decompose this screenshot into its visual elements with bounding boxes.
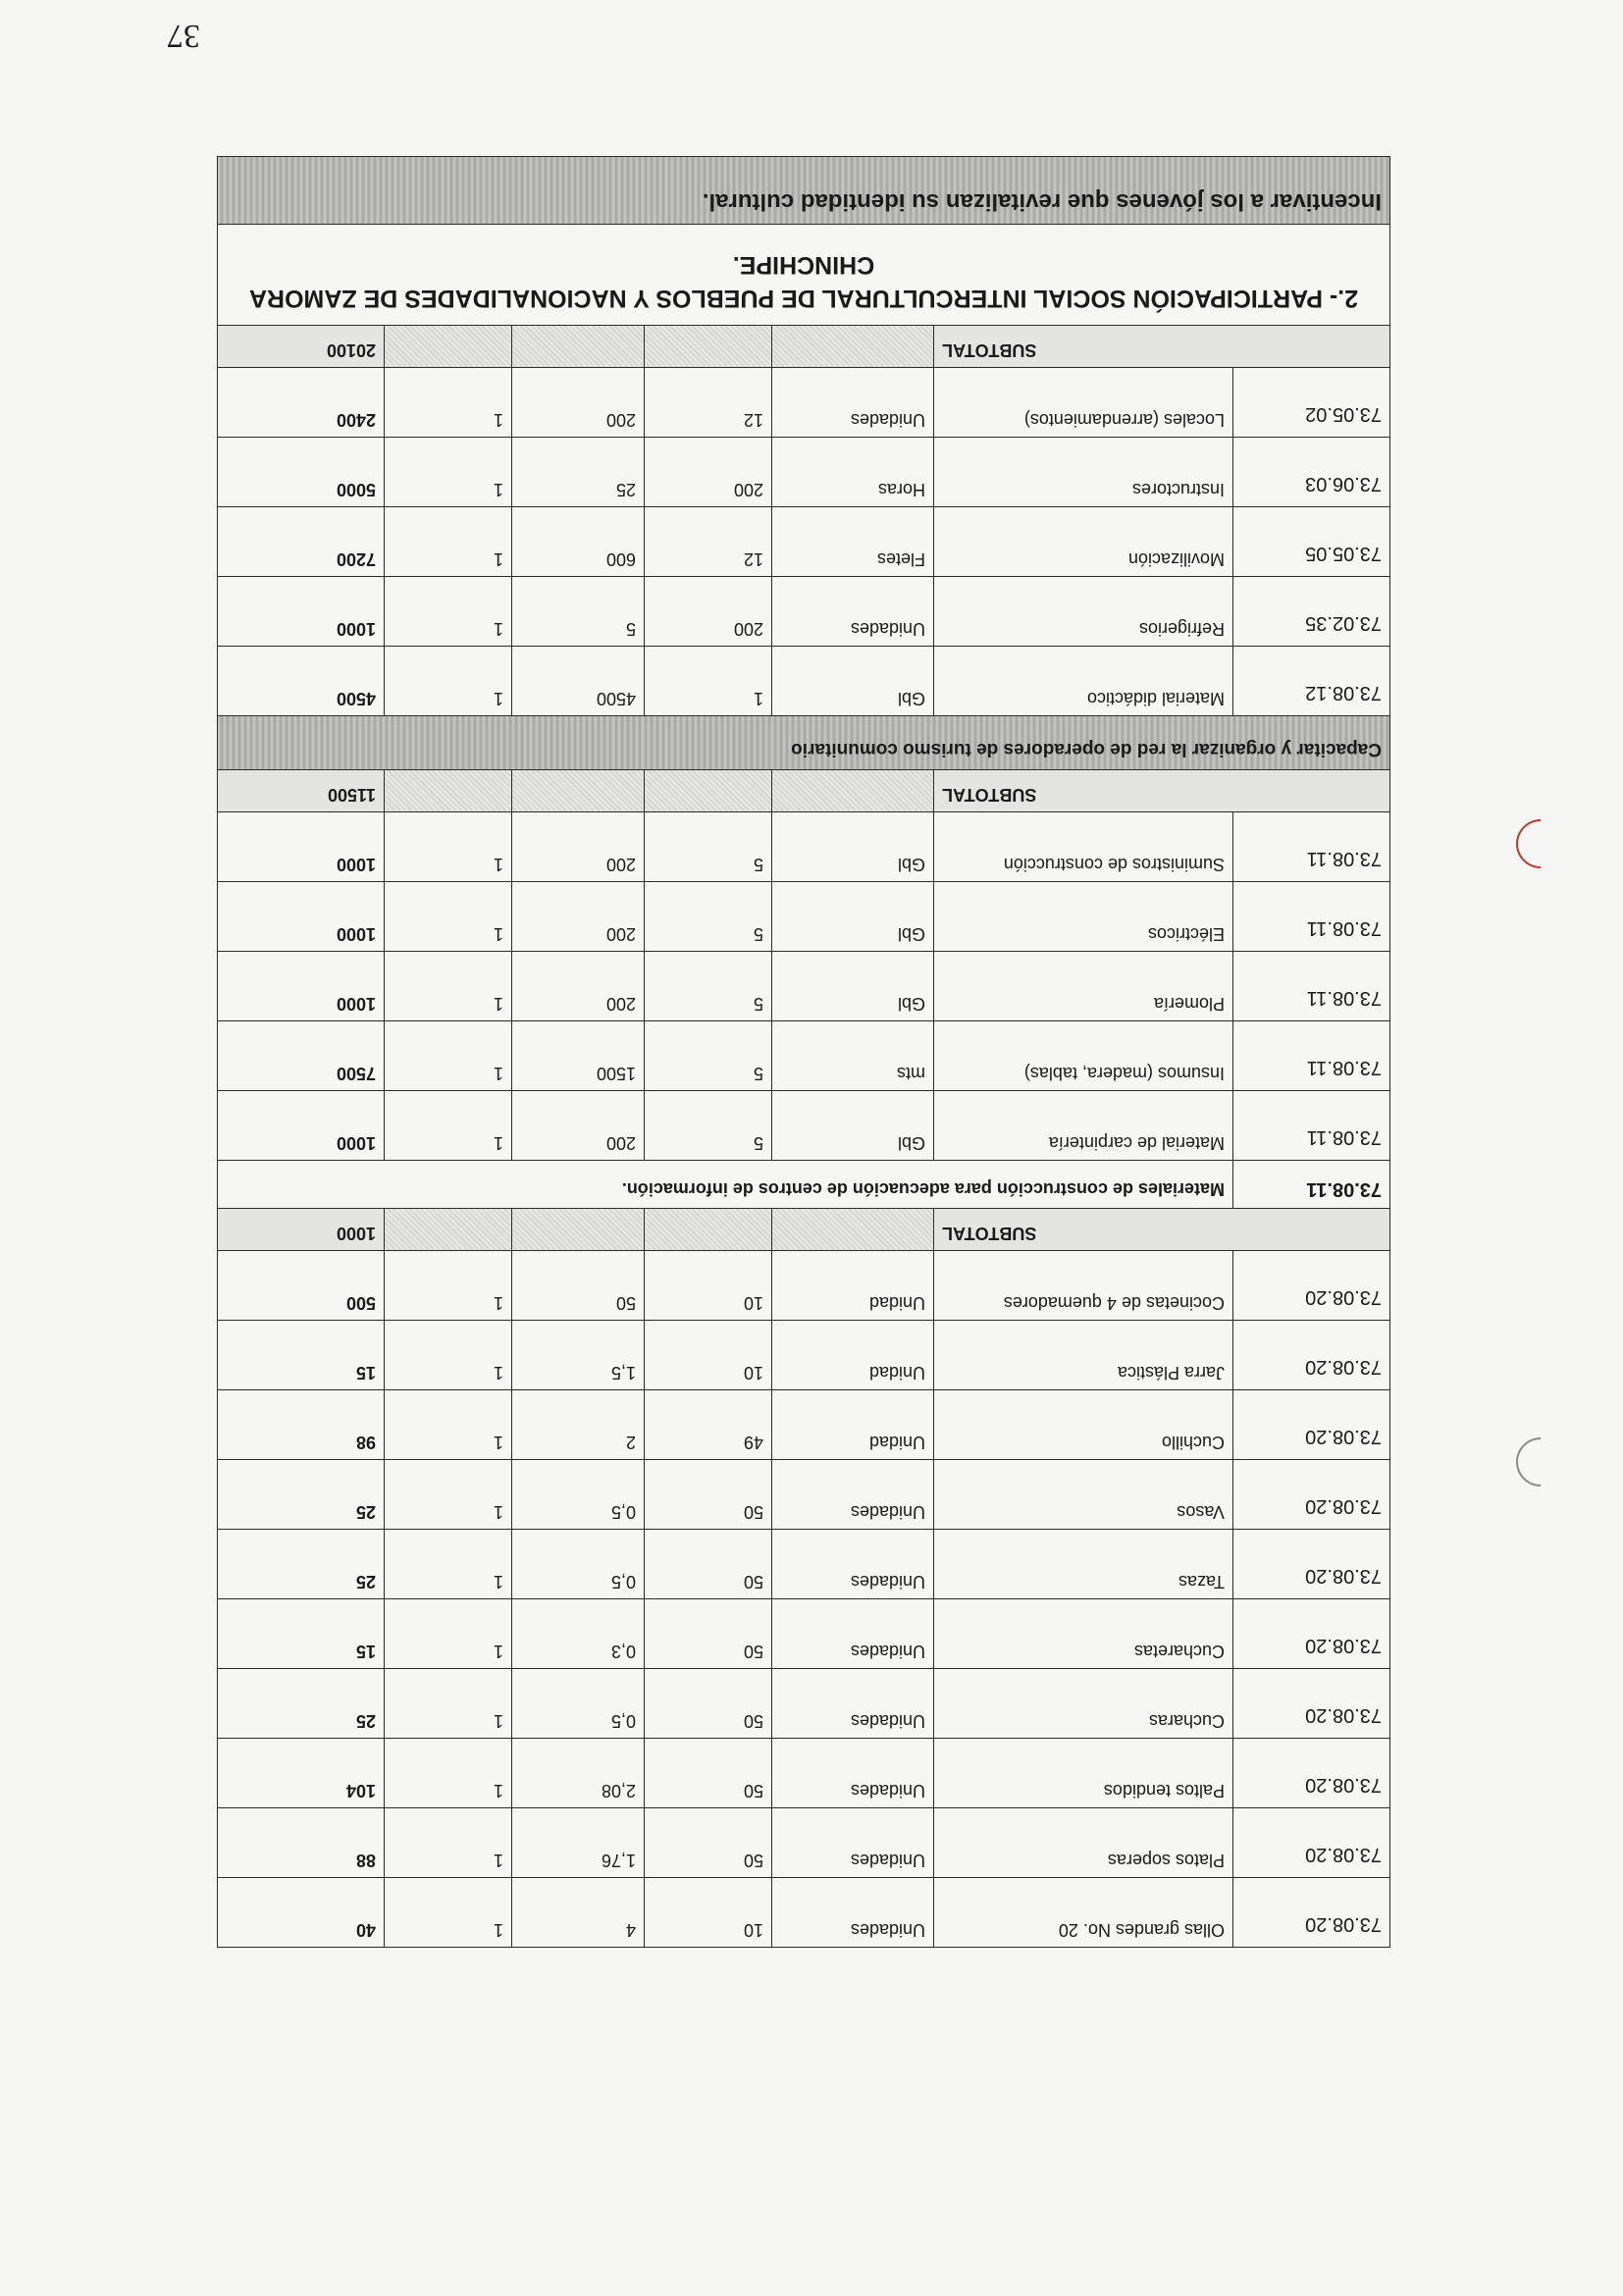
item-code: 73.08.20	[1233, 1808, 1390, 1878]
item-unit: Unidades	[772, 1808, 934, 1878]
item-description: Plomería	[934, 952, 1233, 1021]
budget-table-wrapper	[218, 156, 1390, 1948]
item-description: Eléctricos	[934, 882, 1233, 952]
item-code: 73.06.03	[1233, 438, 1390, 507]
item-quantity: 12	[645, 507, 772, 577]
item-quantity: 5	[645, 1021, 772, 1091]
subtotal-row	[218, 770, 1390, 812]
item-code: 73.08.11	[1233, 1091, 1390, 1161]
subtotal-blank-cell	[512, 326, 645, 368]
item-quantity: 50	[645, 1739, 772, 1808]
item-months: 1	[385, 1390, 512, 1460]
item-unit-price: 600	[512, 507, 645, 577]
item-unit: Unidades	[772, 1599, 934, 1669]
table-row	[218, 438, 1390, 507]
subtotal-row	[218, 326, 1390, 368]
item-description: Material de carpintería	[934, 1091, 1233, 1161]
item-unit: Fletes	[772, 507, 934, 577]
item-description: Vasos	[934, 1460, 1233, 1530]
subtotal-blank-cell	[645, 770, 772, 812]
table-row	[218, 1669, 1390, 1739]
subtotal-label: SUBTOTAL	[934, 1209, 1390, 1251]
item-description: Tazas	[934, 1530, 1233, 1599]
item-unit: Gbl	[772, 882, 934, 952]
item-months: 1	[385, 882, 512, 952]
item-total: 40	[218, 1878, 385, 1948]
item-unit-price: 25	[512, 438, 645, 507]
item-total: 500	[218, 1251, 385, 1321]
item-months: 1	[385, 952, 512, 1021]
table-row	[218, 882, 1390, 952]
item-quantity: 10	[645, 1321, 772, 1390]
item-quantity: 5	[645, 812, 772, 882]
subtotal-value: 20100	[218, 326, 385, 368]
item-unit-price: 50	[512, 1251, 645, 1321]
item-months: 1	[385, 1460, 512, 1530]
activity-band-row	[218, 716, 1390, 770]
item-months: 1	[385, 1251, 512, 1321]
program-title: 2.- PARTICIPACIÓN SOCIAL INTERCULTURAL DE PUEBLOS Y NACIONALIDADES DE ZAMORA CHINCHIPE.	[218, 225, 1390, 326]
item-total: 25	[218, 1460, 385, 1530]
item-quantity: 50	[645, 1599, 772, 1669]
item-code: 73.08.20	[1233, 1599, 1390, 1669]
item-quantity: 5	[645, 882, 772, 952]
item-total: 88	[218, 1808, 385, 1878]
item-description: Ollas grandes No. 20	[934, 1878, 1233, 1948]
item-quantity: 10	[645, 1251, 772, 1321]
item-unit: Unidad	[772, 1251, 934, 1321]
item-code: 73.02.35	[1233, 577, 1390, 647]
item-quantity: 5	[645, 1091, 772, 1161]
item-quantity: 200	[645, 438, 772, 507]
item-total: 1000	[218, 952, 385, 1021]
item-code: 73.08.20	[1233, 1878, 1390, 1948]
item-unit-price: 4	[512, 1878, 645, 1948]
item-description: Suministros de construcción	[934, 812, 1233, 882]
item-unit-price: 0,5	[512, 1669, 645, 1739]
item-description: Locales (arrendamientos)	[934, 368, 1233, 438]
item-code: 73.05.02	[1233, 368, 1390, 438]
subtotal-blank-cell	[772, 326, 934, 368]
item-total: 15	[218, 1321, 385, 1390]
item-description: Refrigerios	[934, 577, 1233, 647]
table-row	[218, 1321, 1390, 1390]
subtotal-blank-cell	[645, 326, 772, 368]
item-months: 1	[385, 1091, 512, 1161]
item-months: 1	[385, 507, 512, 577]
item-unit-price: 1,5	[512, 1321, 645, 1390]
item-description: Platos soperas	[934, 1808, 1233, 1878]
subtotal-row	[218, 1209, 1390, 1251]
item-unit-price: 0,5	[512, 1460, 645, 1530]
table-row	[218, 1460, 1390, 1530]
item-code: 73.08.20	[1233, 1460, 1390, 1530]
item-total: 5000	[218, 438, 385, 507]
section-title-row	[218, 225, 1390, 326]
item-code: 73.08.20	[1233, 1390, 1390, 1460]
table-row	[218, 952, 1390, 1021]
item-quantity: 5	[645, 952, 772, 1021]
subtotal-label: SUBTOTAL	[934, 770, 1390, 812]
item-months: 1	[385, 1878, 512, 1948]
item-unit-price: 200	[512, 368, 645, 438]
item-total: 25	[218, 1669, 385, 1739]
item-total: 98	[218, 1390, 385, 1460]
item-unit: Unidades	[772, 1530, 934, 1599]
item-description: Material didáctico	[934, 647, 1233, 716]
subtotal-value: 1000	[218, 1209, 385, 1251]
item-description: Paltos tendidos	[934, 1739, 1233, 1808]
item-months: 1	[385, 1808, 512, 1878]
item-quantity: 50	[645, 1530, 772, 1599]
item-unit-price: 0,3	[512, 1599, 645, 1669]
item-months: 1	[385, 812, 512, 882]
item-description: Movilización	[934, 507, 1233, 577]
item-total: 1000	[218, 882, 385, 952]
item-unit: Gbl	[772, 812, 934, 882]
page-number: 37	[167, 18, 200, 54]
subtotal-label: SUBTOTAL	[934, 326, 1390, 368]
item-unit-price: 4500	[512, 647, 645, 716]
activity-band-text: Incentivar a los jóvenes que revitalizan su identidad cultural.	[218, 157, 1390, 225]
item-unit: Gbl	[772, 952, 934, 1021]
section-code: 73.08.11	[1233, 1161, 1390, 1209]
subtotal-blank-cell	[772, 770, 934, 812]
item-months: 1	[385, 1321, 512, 1390]
item-quantity: 12	[645, 368, 772, 438]
item-quantity: 200	[645, 577, 772, 647]
item-code: 73.08.12	[1233, 647, 1390, 716]
item-unit: mts	[772, 1021, 934, 1091]
item-unit: Unidades	[772, 1460, 934, 1530]
item-description: Jarra Plástica	[934, 1321, 1233, 1390]
item-unit: Horas	[772, 438, 934, 507]
item-total: 1000	[218, 577, 385, 647]
table-row	[218, 1091, 1390, 1161]
item-quantity: 50	[645, 1460, 772, 1530]
item-unit: Unidades	[772, 1878, 934, 1948]
item-quantity: 49	[645, 1390, 772, 1460]
table-row	[218, 1739, 1390, 1808]
item-code: 73.08.20	[1233, 1669, 1390, 1739]
table-row	[218, 1808, 1390, 1878]
item-total: 2400	[218, 368, 385, 438]
item-unit: Unidad	[772, 1390, 934, 1460]
table-row	[218, 812, 1390, 882]
item-unit: Unidades	[772, 368, 934, 438]
item-unit-price: 1,76	[512, 1808, 645, 1878]
item-unit: Gbl	[772, 647, 934, 716]
subtotal-blank-cell	[385, 770, 512, 812]
activity-band-row	[218, 157, 1390, 225]
item-quantity: 50	[645, 1808, 772, 1878]
item-months: 1	[385, 438, 512, 507]
table-row	[218, 1390, 1390, 1460]
table-row	[218, 1599, 1390, 1669]
subtotal-blank-cell	[385, 326, 512, 368]
item-months: 1	[385, 1530, 512, 1599]
item-unit-price: 200	[512, 812, 645, 882]
item-code: 73.08.20	[1233, 1739, 1390, 1808]
item-total: 1000	[218, 1091, 385, 1161]
item-description: Cucharas	[934, 1669, 1233, 1739]
item-unit-price: 1500	[512, 1021, 645, 1091]
item-unit: Gbl	[772, 1091, 934, 1161]
item-unit-price: 200	[512, 882, 645, 952]
item-total: 7500	[218, 1021, 385, 1091]
item-months: 1	[385, 1669, 512, 1739]
table-row	[218, 1251, 1390, 1321]
item-months: 1	[385, 647, 512, 716]
item-total: 1000	[218, 812, 385, 882]
item-code: 73.08.20	[1233, 1251, 1390, 1321]
subtotal-value: 11500	[218, 770, 385, 812]
table-row	[218, 577, 1390, 647]
item-unit-price: 0,5	[512, 1530, 645, 1599]
subtotal-blank-cell	[512, 770, 645, 812]
item-total: 4500	[218, 647, 385, 716]
item-unit-price: 200	[512, 952, 645, 1021]
item-total: 7200	[218, 507, 385, 577]
item-unit: Unidad	[772, 1321, 934, 1390]
item-months: 1	[385, 577, 512, 647]
item-code: 73.08.11	[1233, 812, 1390, 882]
item-total: 25	[218, 1530, 385, 1599]
item-quantity: 50	[645, 1669, 772, 1739]
section-header-row	[218, 1161, 1390, 1209]
table-row	[218, 1530, 1390, 1599]
item-code: 73.08.11	[1233, 1021, 1390, 1091]
item-quantity: 10	[645, 1878, 772, 1948]
activity-band-text: Capacitar y organizar la red de operadores de turismo comunitario	[218, 716, 1390, 770]
subtotal-blank-cell	[772, 1209, 934, 1251]
item-months: 1	[385, 368, 512, 438]
item-code: 73.08.11	[1233, 952, 1390, 1021]
item-unit: Unidades	[772, 577, 934, 647]
item-description: Cucharetas	[934, 1599, 1233, 1669]
item-unit: Unidades	[772, 1739, 934, 1808]
subtotal-blank-cell	[385, 1209, 512, 1251]
item-code: 73.08.11	[1233, 882, 1390, 952]
item-unit-price: 5	[512, 577, 645, 647]
table-row	[218, 1021, 1390, 1091]
subtotal-blank-cell	[645, 1209, 772, 1251]
table-row	[218, 507, 1390, 577]
item-unit-price: 2	[512, 1390, 645, 1460]
item-description: Insumos (madera, tablas)	[934, 1021, 1233, 1091]
table-row	[218, 1878, 1390, 1948]
item-unit-price: 200	[512, 1091, 645, 1161]
item-unit-price: 2,08	[512, 1739, 645, 1808]
item-months: 1	[385, 1599, 512, 1669]
item-total: 104	[218, 1739, 385, 1808]
subtotal-blank-cell	[512, 1209, 645, 1251]
item-total: 15	[218, 1599, 385, 1669]
item-quantity: 1	[645, 647, 772, 716]
table-row	[218, 647, 1390, 716]
item-code: 73.05.05	[1233, 507, 1390, 577]
item-code: 73.08.20	[1233, 1530, 1390, 1599]
item-months: 1	[385, 1021, 512, 1091]
item-description: Cocinetas de 4 quemadores	[934, 1251, 1233, 1321]
item-unit: Unidades	[772, 1669, 934, 1739]
item-description: Cuchillo	[934, 1390, 1233, 1460]
item-code: 73.08.20	[1233, 1321, 1390, 1390]
budget-table	[217, 156, 1390, 1948]
table-row	[218, 368, 1390, 438]
item-description: Instructores	[934, 438, 1233, 507]
item-months: 1	[385, 1739, 512, 1808]
section-title: Materiales de construcción para adecuación de centros de información.	[218, 1161, 1233, 1209]
